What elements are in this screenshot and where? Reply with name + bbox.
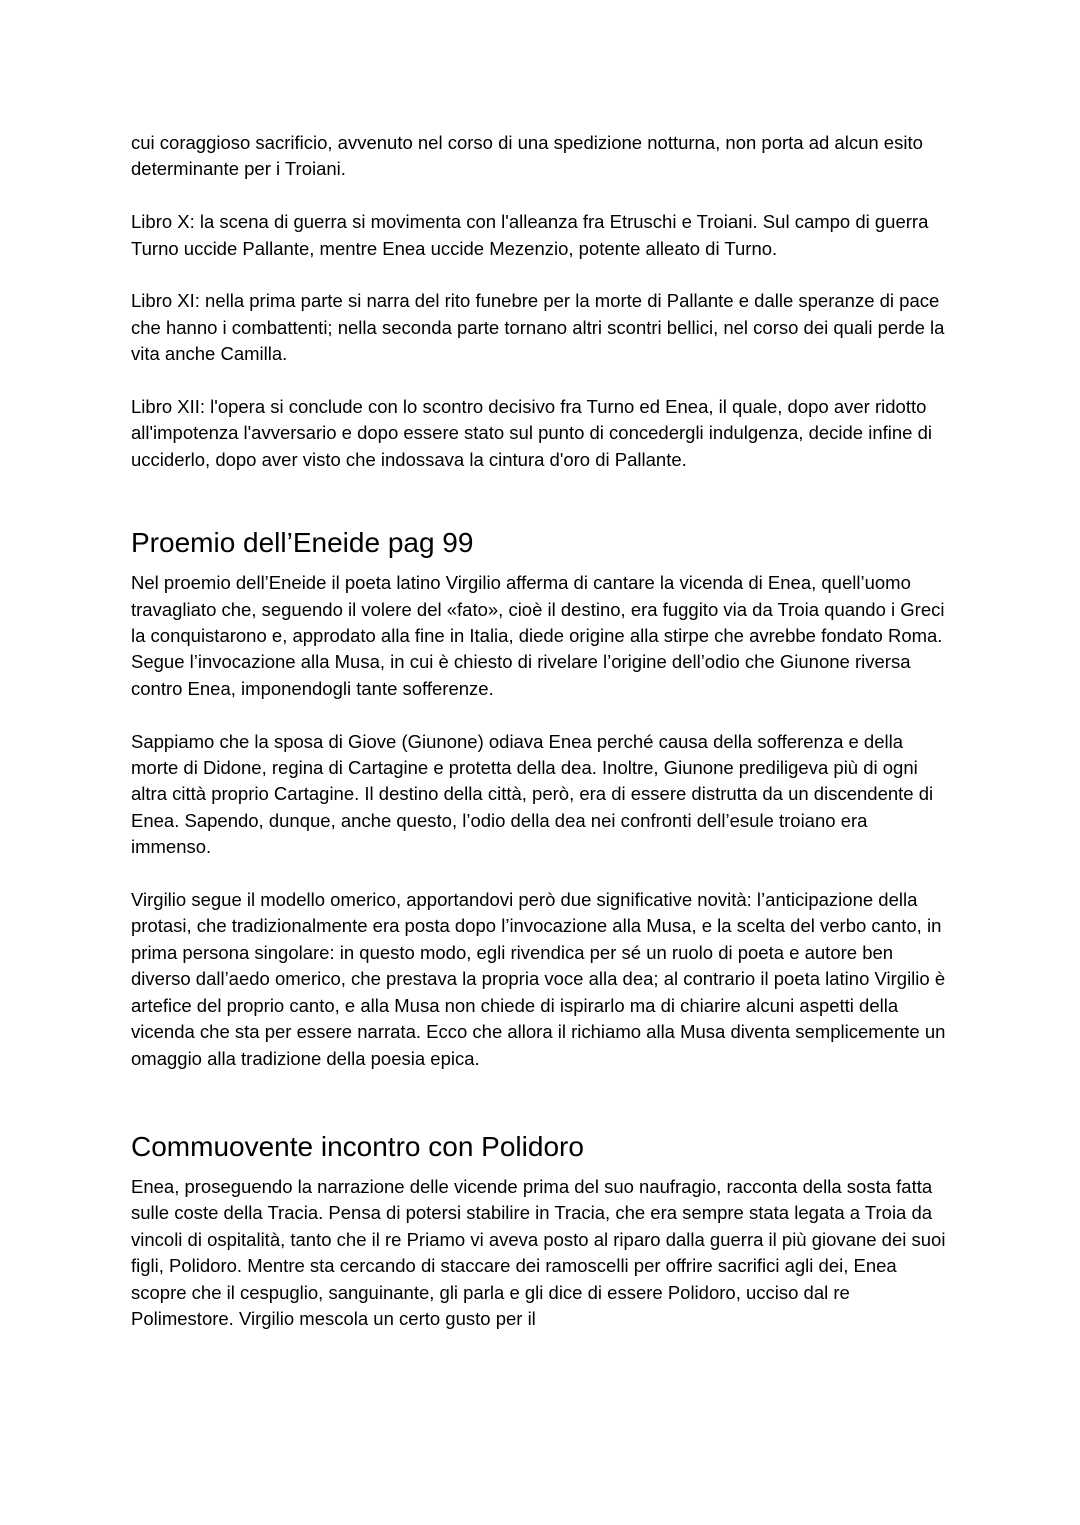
paragraph-libro-xii: Libro XII: l'opera si conclude con lo scontro decisivo fra Turno ed Enea, il quale, dopo aver ridotto all'impotenza l'avversario e dopo essere stato sul punto di concedergli indulgenza, decide infine di ucciderlo, dopo aver visto che indossava la cintura d'oro di Pallante. xyxy=(131,396,933,470)
document-page xyxy=(131,130,951,1332)
heading-polidoro: Commuovente incontro con Polidoro xyxy=(131,1130,584,1162)
paragraph-libro-x: Libro X: la scena di guerra si movimenta con l'alleanza fra Etruschi e Troiani. Sul campo di guerra Turno uccide Pallante, mentre Enea uccide Mezenzio, potente alleato di Turno. xyxy=(131,211,929,259)
paragraph-proemio-3: Virgilio segue il modello omerico, apportandovi però due significative novità: l’anticipazione della protasi, che tradizionalmente era posta dopo l’invocazione alla Musa, e la scelta del verbo canto, in prima persona singolare: in questo modo, egli rivendica per sé un ruolo di poeta e autore ben diverso dall’aedo omerico, che prestava la propria voce alla dea; al contrario il poeta latino Virgilio è artefice del proprio canto, e alla Musa non chiede di ispirarlo ma di chiarire alcuni aspetti della vicenda che sta per essere narrata. Ecco che allora il richiamo alla Musa diventa semplicemente un omaggio alla tradizione della poesia epica. xyxy=(131,889,946,1069)
paragraph-libro-xi: Libro XI: nella prima parte si narra del rito funebre per la morte di Pallante e dalle speranze di pace che hanno i combattenti; nella seconda parte tornano altri scontri bellici, nel corso dei quali perde la vita anche Camilla. xyxy=(131,290,945,365)
paragraph-polidoro-1: Enea, proseguendo la narrazione delle vicende prima del suo naufragio, racconta della sosta fatta sulle coste della Tracia. Pensa di potersi stabilire in Tracia, che era sempre stata legata a Troia da vincoli di ospitalità, tanto che il re Priamo vi aveva posto al riparo dalla guerra il più giovane dei suoi figli, Polidoro. Mentre sta cercando di staccare dei ramoscelli per offrire sacrifici agli dei, Enea scopre che il cespuglio, sanguinante, gli parla e gli dice di essere Polidoro, ucciso dal re Polimestore. Virgilio mescola un certo gusto per il xyxy=(131,1175,946,1329)
paragraph-proemio-1: Nel proemio dell’Eneide il poeta latino Virgilio afferma di cantare la vicenda di Enea, quell’uomo travagliato che, seguendo il volere del «fato», cioè il destino, era fuggito via da Troia quando i Greci la conquistarono e, approdato alla fine in Italia, diede origine alla stirpe che avrebbe fondato Roma. Segue l’invocazione alla Musa, in cui è chiesto di rivelare l’origine dell’odio che Giunone riversa contro Enea, imponendogli tante sofferenze. xyxy=(131,572,945,699)
heading-proemio: Proemio dell’Eneide pag 99 xyxy=(131,527,474,559)
paragraph-proemio-2: Sappiamo che la sposa di Giove (Giunone) odiava Enea perché causa della sofferenza e della morte di Didone, regina di Cartagine e protetta della dea. Inoltre, Giunone prediligeva più di ogni altra città proprio Cartagine. Il destino della città, però, era di essere distrutta da un discendente di Enea. Sapendo, dunque, anche questo, l’odio della dea nei confronti dell’esule troiano era immenso. xyxy=(131,730,934,858)
paragraph-nisus-euryalus-end: cui coraggioso sacrificio, avvenuto nel corso di una spedizione notturna, non porta ad alcun esito determinante per i Troiani. xyxy=(131,132,923,180)
